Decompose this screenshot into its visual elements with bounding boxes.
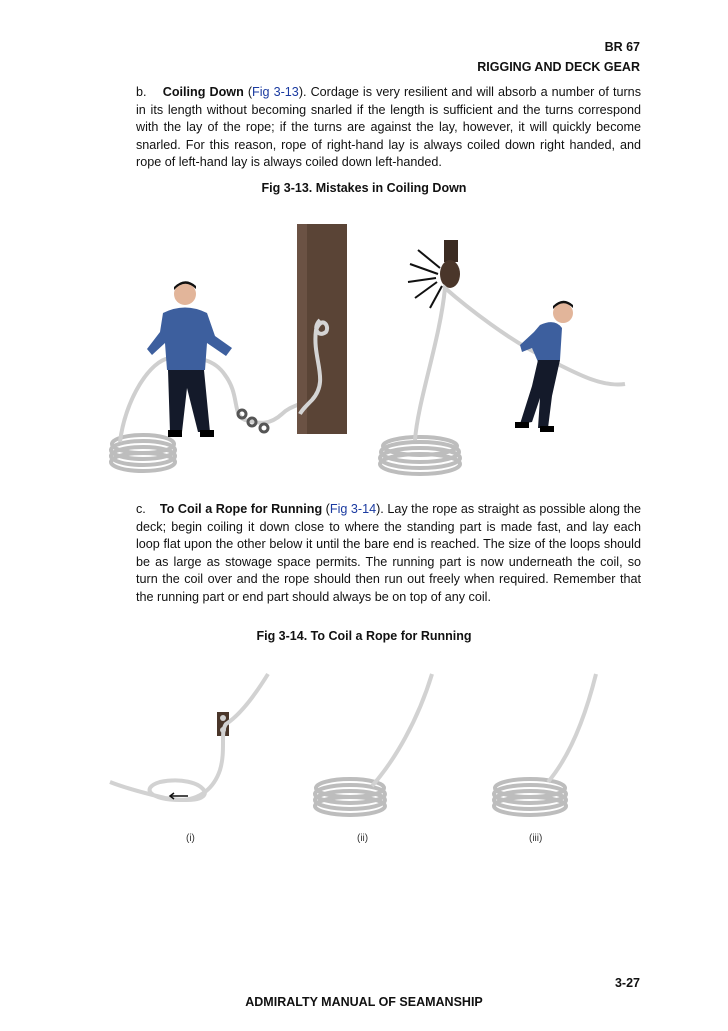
manual-title: ADMIRALTY MANUAL OF SEAMANSHIP <box>245 995 483 1009</box>
panel-i <box>110 674 268 800</box>
page-number: 3-27 <box>614 976 640 990</box>
right-rope-coil <box>380 437 460 474</box>
section-c-text: ). Lay the rope as straight as possible along the deck; begin coiling it down close to where the standing part is made fast, and lay each loop flat upon the other below it until the bare end is reached. The size of the loops should be as large as stowage space permits. The running part is now underneath the coil, so turn the coil over and the rope should then run out freely when required. Remember that the running part or end part should always be on top of any coil. <box>136 502 641 604</box>
sailor-figure-left <box>147 281 232 437</box>
fig-3-13-link[interactable]: Fig 3-13 <box>252 85 299 99</box>
figure-14-sublabel-i: (i) <box>186 833 195 844</box>
doc-id: BR 67 <box>604 40 640 54</box>
figure-14-sublabel-iii: (iii) <box>529 833 543 844</box>
right-rope-lead <box>415 288 625 440</box>
section-b-paragraph <box>136 84 641 172</box>
panel-iii <box>494 674 596 815</box>
section-b-text: ). Cordage is very resilient and will absorb a number of turns in its length without becoming snarled if the length is sufficient and the turns correspond with the lay of the rope; if the turns are against the lay, however, it will quickly become snarled. For this reason, rope of right-hand lay is always coiled down right handed, and rope of left-hand lay is always coiled down left-handed. <box>136 85 641 170</box>
figure-14-sublabel-ii: (ii) <box>357 833 369 844</box>
chapter-title: RIGGING AND DECK GEAR <box>477 60 640 74</box>
left-rope-lead <box>120 358 308 442</box>
figure-14-illustration <box>0 660 728 860</box>
section-b-title: Coiling Down <box>162 85 244 99</box>
figure-14-caption: Fig 3-14. To Coil a Rope for Running <box>256 629 472 643</box>
section-c-title: To Coil a Rope for Running <box>159 502 323 516</box>
section-b-open-paren: ( <box>243 85 253 99</box>
figure-13-illustration <box>0 210 728 510</box>
section-c-open-paren: ( <box>322 502 330 516</box>
section-c-paragraph <box>136 501 641 607</box>
panel-ii <box>315 674 432 815</box>
pulley-block-icon <box>408 240 460 308</box>
section-c-label: c. <box>136 502 146 516</box>
fig-3-14-link[interactable]: Fig 3-14 <box>329 502 377 516</box>
section-b-label: b. <box>136 85 147 99</box>
figure-13-caption: Fig 3-13. Mistakes in Coiling Down <box>261 181 467 195</box>
